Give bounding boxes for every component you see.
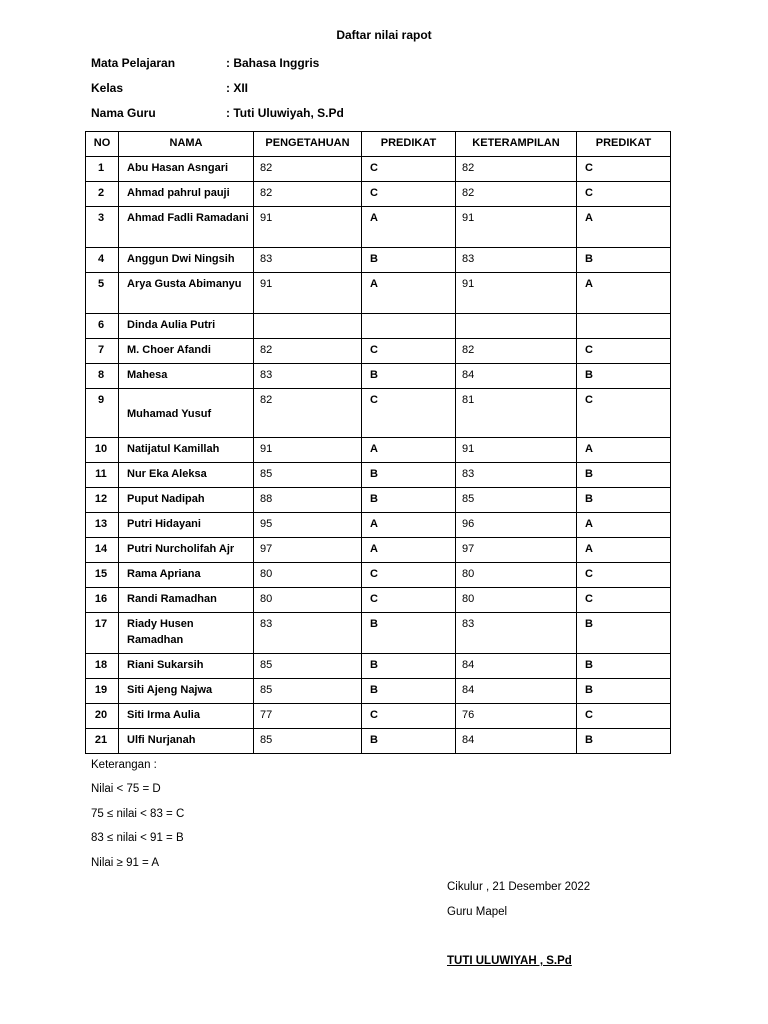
table-row: [86, 513, 671, 538]
cell-predicate: B: [577, 679, 671, 704]
table-row: [86, 613, 671, 654]
cell-predicate: A: [577, 513, 671, 538]
table-row: [86, 729, 671, 754]
info-teacher: [91, 106, 344, 120]
cell-no: 21: [86, 729, 119, 754]
cell-knowledge: 97: [254, 538, 362, 563]
cell-predicate: C: [362, 339, 456, 364]
cell-predicate: C: [577, 182, 671, 207]
cell-predicate: B: [577, 488, 671, 513]
cell-knowledge: 91: [254, 207, 362, 248]
cell-knowledge: 83: [254, 248, 362, 273]
table-row: [86, 704, 671, 729]
cell-knowledge: 82: [254, 339, 362, 364]
cell-name: Rama Apriana: [119, 563, 254, 588]
cell-no: 10: [86, 438, 119, 463]
cell-name: Ahmad Fadli Ramadani: [119, 207, 254, 248]
cell-name: Dinda Aulia Putri: [119, 314, 254, 339]
cell-name: Siti Ajeng Najwa: [119, 679, 254, 704]
cell-skill: 81: [456, 389, 577, 438]
cell-name: Abu Hasan Asngari: [119, 157, 254, 182]
header-predicate: PREDIKAT: [362, 132, 456, 157]
cell-skill: 83: [456, 248, 577, 273]
table-row: [86, 364, 671, 389]
cell-knowledge: 80: [254, 563, 362, 588]
cell-skill: 84: [456, 654, 577, 679]
cell-no: 19: [86, 679, 119, 704]
cell-skill: 83: [456, 613, 577, 654]
info-value: : XII: [226, 81, 249, 95]
cell-skill: 96: [456, 513, 577, 538]
info-label: Kelas: [91, 81, 124, 95]
cell-knowledge: 80: [254, 588, 362, 613]
cell-predicate: B: [577, 364, 671, 389]
table-row: [86, 207, 671, 248]
header-knowledge: PENGETAHUAN: [254, 132, 362, 157]
cell-knowledge: 85: [254, 679, 362, 704]
cell-predicate: B: [362, 488, 456, 513]
cell-predicate: B: [362, 679, 456, 704]
document-title: Daftar nilai rapot: [336, 28, 432, 42]
cell-predicate: B: [577, 654, 671, 679]
cell-skill: 84: [456, 364, 577, 389]
note-line: 75 ≤ nilai < 83 = C: [91, 808, 185, 820]
header-name: NAMA: [119, 132, 254, 157]
cell-knowledge: 91: [254, 273, 362, 314]
cell-knowledge: 82: [254, 157, 362, 182]
cell-no: 12: [86, 488, 119, 513]
cell-predicate: C: [577, 563, 671, 588]
cell-knowledge: 95: [254, 513, 362, 538]
cell-name: Riady Husen Ramadhan: [119, 613, 254, 654]
info-class: [91, 81, 248, 95]
cell-name: Puput Nadipah: [119, 488, 254, 513]
cell-knowledge: 85: [254, 463, 362, 488]
signature-role: Guru Mapel: [447, 906, 508, 918]
cell-predicate: C: [362, 588, 456, 613]
cell-knowledge: [254, 314, 362, 339]
cell-name: Riani Sukarsih: [119, 654, 254, 679]
cell-no: 16: [86, 588, 119, 613]
cell-no: 5: [86, 273, 119, 314]
cell-predicate: [577, 314, 671, 339]
cell-no: 14: [86, 538, 119, 563]
cell-predicate: A: [577, 273, 671, 314]
cell-predicate: A: [362, 513, 456, 538]
cell-name: Randi Ramadhan: [119, 588, 254, 613]
cell-skill: 91: [456, 438, 577, 463]
cell-skill: [456, 314, 577, 339]
cell-name: Ulfi Nurjanah: [119, 729, 254, 754]
table-row: [86, 588, 671, 613]
info-label: Mata Pelajaran: [91, 56, 176, 70]
cell-predicate: A: [577, 538, 671, 563]
cell-predicate: B: [577, 613, 671, 654]
grades-table: [85, 131, 671, 754]
cell-predicate: B: [362, 248, 456, 273]
table-row: [86, 438, 671, 463]
cell-no: 13: [86, 513, 119, 538]
cell-predicate: B: [362, 654, 456, 679]
note-line: 83 ≤ nilai < 91 = B: [91, 832, 184, 844]
cell-name: Putri Nurcholifah Ajr: [119, 538, 254, 563]
cell-no: 20: [86, 704, 119, 729]
table-row: [86, 314, 671, 339]
table-row: [86, 273, 671, 314]
cell-skill: 97: [456, 538, 577, 563]
cell-predicate: [362, 314, 456, 339]
cell-predicate: C: [577, 339, 671, 364]
cell-predicate: C: [362, 157, 456, 182]
table-row: [86, 389, 671, 438]
cell-skill: 91: [456, 207, 577, 248]
cell-no: 7: [86, 339, 119, 364]
cell-predicate: C: [577, 389, 671, 438]
header-skill: KETERAMPILAN: [456, 132, 577, 157]
cell-name: Mahesa: [119, 364, 254, 389]
cell-no: 3: [86, 207, 119, 248]
cell-name: Natijatul Kamillah: [119, 438, 254, 463]
cell-predicate: A: [362, 538, 456, 563]
cell-predicate: B: [362, 463, 456, 488]
cell-predicate: A: [362, 273, 456, 314]
table-row: [86, 654, 671, 679]
cell-predicate: C: [577, 157, 671, 182]
cell-knowledge: 77: [254, 704, 362, 729]
cell-skill: 80: [456, 563, 577, 588]
header-no: NO: [86, 132, 119, 157]
cell-skill: 85: [456, 488, 577, 513]
cell-name: Nur Eka Aleksa: [119, 463, 254, 488]
cell-predicate: A: [577, 438, 671, 463]
cell-skill: 91: [456, 273, 577, 314]
cell-knowledge: 83: [254, 613, 362, 654]
table-row: [86, 463, 671, 488]
cell-skill: 82: [456, 182, 577, 207]
table-row: [86, 157, 671, 182]
cell-name: M. Choer Afandi: [119, 339, 254, 364]
cell-skill: 83: [456, 463, 577, 488]
header-predicate: PREDIKAT: [577, 132, 671, 157]
cell-skill: 84: [456, 679, 577, 704]
signature-place-date: Cikulur , 21 Desember 2022: [447, 881, 591, 893]
cell-no: 18: [86, 654, 119, 679]
cell-predicate: A: [362, 438, 456, 463]
table-row: [86, 248, 671, 273]
cell-predicate: B: [362, 364, 456, 389]
table-row: [86, 488, 671, 513]
cell-predicate: A: [362, 207, 456, 248]
cell-predicate: B: [577, 729, 671, 754]
table-row: [86, 538, 671, 563]
cell-predicate: C: [362, 389, 456, 438]
cell-predicate: B: [577, 248, 671, 273]
cell-no: 2: [86, 182, 119, 207]
cell-predicate: B: [362, 729, 456, 754]
cell-predicate: A: [577, 207, 671, 248]
info-label: Nama Guru: [91, 106, 156, 120]
cell-name: Ahmad pahrul pauji: [119, 182, 254, 207]
cell-predicate: C: [577, 704, 671, 729]
cell-no: 15: [86, 563, 119, 588]
note-line: Nilai < 75 = D: [91, 783, 161, 795]
table-row: [86, 679, 671, 704]
notes-heading: Keterangan :: [91, 759, 157, 771]
cell-no: 17: [86, 613, 119, 654]
cell-skill: 82: [456, 157, 577, 182]
cell-skill: 76: [456, 704, 577, 729]
cell-predicate: B: [362, 613, 456, 654]
cell-knowledge: 85: [254, 729, 362, 754]
cell-name: Putri Hidayani: [119, 513, 254, 538]
info-value: : Tuti Uluwiyah, S.Pd: [226, 106, 344, 120]
cell-skill: 80: [456, 588, 577, 613]
cell-predicate: C: [362, 563, 456, 588]
cell-predicate: B: [577, 463, 671, 488]
cell-skill: 84: [456, 729, 577, 754]
cell-no: 8: [86, 364, 119, 389]
cell-knowledge: 83: [254, 364, 362, 389]
cell-predicate: C: [362, 704, 456, 729]
table-row: [86, 563, 671, 588]
cell-no: 6: [86, 314, 119, 339]
info-subject: [91, 56, 319, 70]
signature-name: TUTI ULUWIYAH , S.Pd: [447, 955, 572, 967]
cell-knowledge: 85: [254, 654, 362, 679]
cell-knowledge: 91: [254, 438, 362, 463]
cell-predicate: C: [362, 182, 456, 207]
cell-name: Siti Irma Aulia: [119, 704, 254, 729]
cell-knowledge: 82: [254, 389, 362, 438]
cell-name: Arya Gusta Abimanyu: [119, 273, 254, 314]
note-line: Nilai ≥ 91 = A: [91, 857, 160, 869]
cell-no: 9: [86, 389, 119, 438]
table-row: [86, 182, 671, 207]
info-value: : Bahasa Inggris: [226, 56, 320, 70]
cell-name: Muhamad Yusuf: [119, 389, 254, 438]
cell-knowledge: 88: [254, 488, 362, 513]
cell-no: 1: [86, 157, 119, 182]
cell-no: 4: [86, 248, 119, 273]
cell-knowledge: 82: [254, 182, 362, 207]
cell-name: Anggun Dwi Ningsih: [119, 248, 254, 273]
table-header-row: [86, 132, 671, 157]
table-row: [86, 339, 671, 364]
cell-no: 11: [86, 463, 119, 488]
cell-skill: 82: [456, 339, 577, 364]
cell-predicate: C: [577, 588, 671, 613]
